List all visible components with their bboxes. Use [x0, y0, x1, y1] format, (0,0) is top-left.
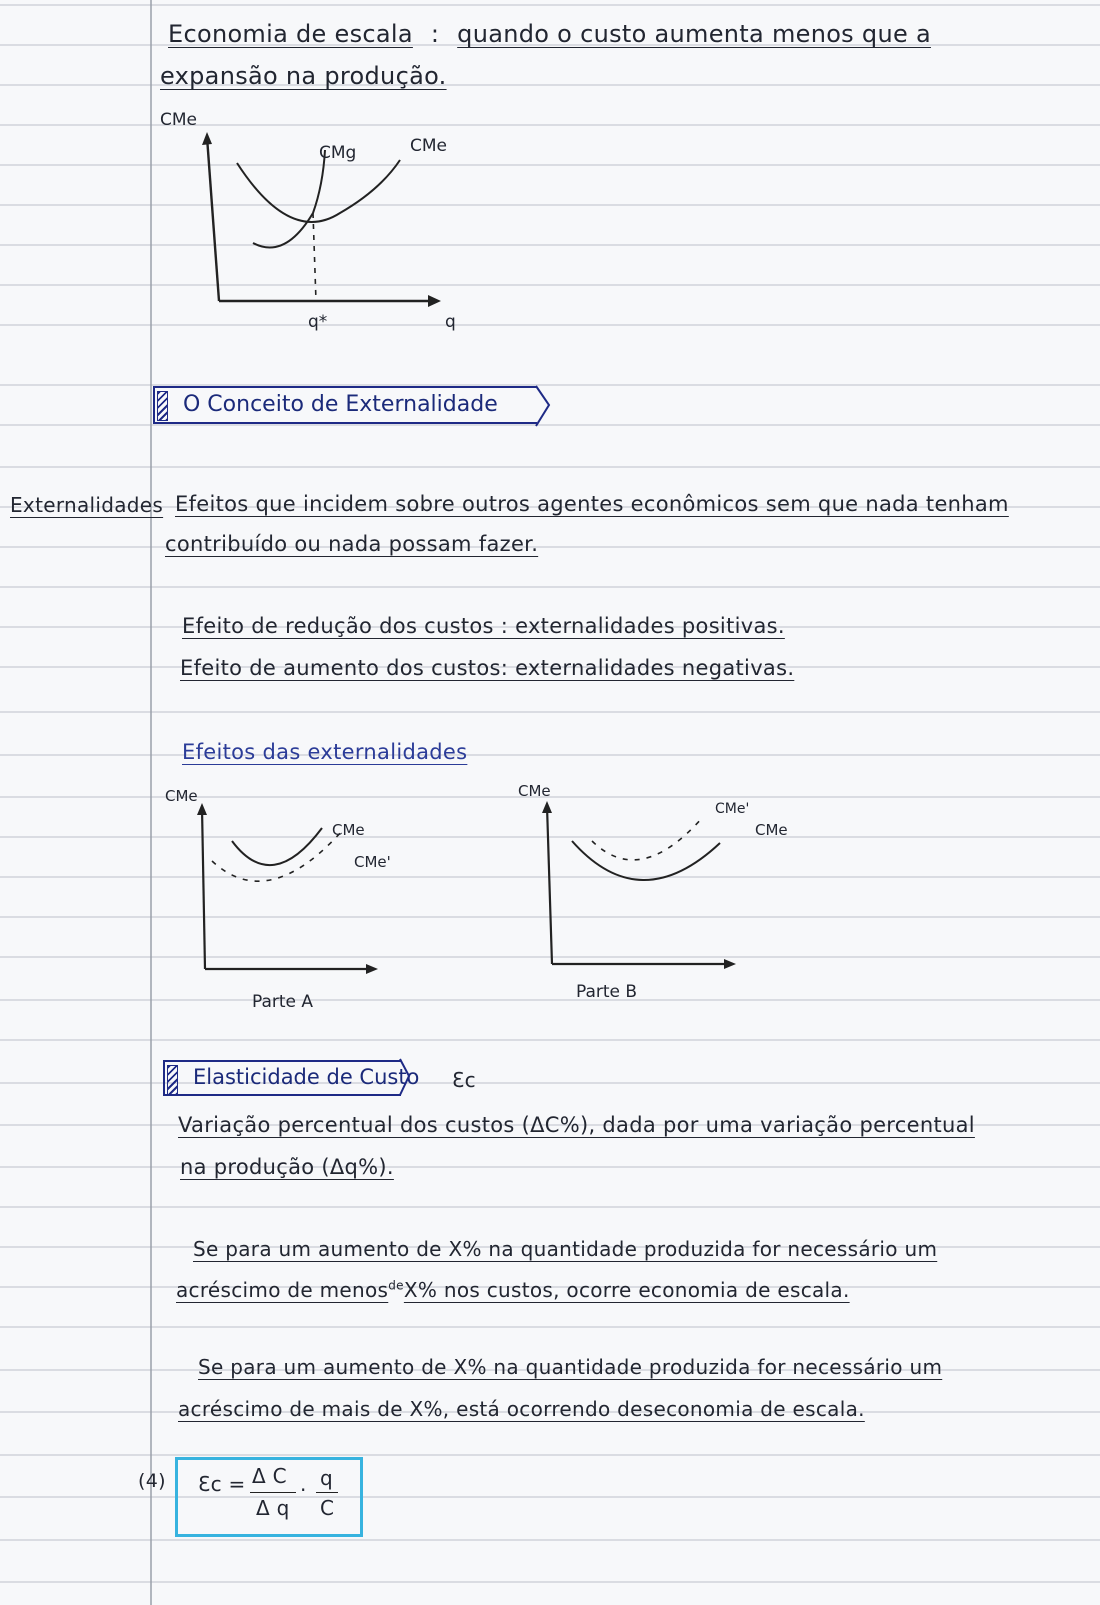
section-elasticidade-title-box	[163, 1060, 420, 1096]
graph1-cme-label: CMe	[410, 136, 447, 156]
graph-a-x-arrow-icon	[366, 964, 378, 974]
text-p1-line2a: acréscimo de menos	[176, 1278, 389, 1302]
hatch-marker-icon-2	[167, 1065, 178, 1095]
graph1-q-star-label: q*	[308, 312, 328, 332]
graph1-x-arrow-icon	[428, 295, 441, 307]
section-externalidade-title-box	[153, 386, 537, 424]
graph-b-y-axis	[547, 806, 552, 964]
cost-curves-graph	[155, 105, 475, 345]
graph1-y-axis	[207, 137, 219, 301]
text-positive-externality: Efeito de redução dos custos : externalidades positivas.	[182, 614, 785, 638]
formula-lhs: Ɛc =	[198, 1472, 246, 1496]
section-externalidade-title: O Conceito de Externalidade	[183, 392, 498, 417]
formula-box	[175, 1457, 363, 1537]
elasticity-symbol: Ɛc	[452, 1068, 476, 1092]
graph-b-curve1-label: CMe'	[715, 801, 750, 817]
box-arrow-icon	[535, 384, 555, 428]
side-label-externalidades: Externalidades	[10, 493, 164, 517]
graph-a-y-axis	[202, 808, 205, 969]
text-colon: :	[430, 20, 440, 48]
graph-b-caption: Parte B	[576, 982, 638, 1002]
text-quando-custo: quando o custo aumenta menos que a	[457, 20, 931, 48]
graph-b-y-label: CMe	[518, 782, 551, 800]
graph1-y-arrow-icon	[202, 132, 212, 145]
effects-heading: Efeitos das externalidades	[182, 740, 468, 764]
graph-b-cme-prime-curve	[592, 818, 702, 860]
section-elasticidade-title: Elasticidade de Custo	[193, 1065, 420, 1089]
formula-number: (4)	[138, 1470, 166, 1492]
graph-b-y-arrow-icon	[542, 801, 552, 813]
formula-num2: q	[320, 1466, 333, 1490]
formula-den2: C	[320, 1496, 335, 1520]
formula-fraction-bar1	[250, 1492, 296, 1493]
box-arrow-icon-2	[399, 1055, 415, 1099]
graph-a-y-label: CMe	[165, 787, 198, 805]
text-expansao: expansão na produção.	[160, 62, 447, 90]
graph-b-cme-curve	[572, 841, 720, 880]
formula-den1: Δ q	[256, 1496, 290, 1520]
graph1-cmg-label: CMg	[319, 143, 357, 163]
text-negative-externality: Efeito de aumento dos custos: externalidades negativas.	[180, 656, 795, 680]
graph-a-curve1-label: CMe	[332, 821, 365, 839]
graph1-q-label: q	[445, 312, 456, 332]
hatch-marker-icon	[157, 391, 168, 421]
graph1-y-label: CMe	[160, 110, 197, 130]
text-def-line1: Efeitos que incidem sobre outros agentes econômicos sem que nada tenham	[175, 492, 1009, 516]
text-elasticity-def2: na produção (Δq%).	[180, 1155, 394, 1179]
text-p2-line1: Se para um aumento de X% na quantidade produzida for necessário um	[198, 1355, 943, 1379]
formula-fraction-bar2	[316, 1492, 338, 1493]
graph-a-caption: Parte A	[252, 992, 314, 1012]
text-def-line2: contribuído ou nada possam fazer.	[165, 532, 539, 556]
text-p1-sup: de	[388, 1278, 404, 1293]
text-p1-line1: Se para um aumento de X% na quantidade produzida for necessário um	[193, 1237, 938, 1261]
formula-dot: ·	[300, 1478, 307, 1502]
graph-a-cme-curve	[232, 828, 322, 865]
text-economia-de-escala: Economia de escala	[168, 20, 413, 48]
graph1-q-star-guide	[313, 213, 316, 301]
formula-num1: Δ C	[252, 1464, 287, 1488]
text-p2-line2: acréscimo de mais de X%, está ocorrendo deseconomia de escala.	[178, 1397, 865, 1421]
graph-a-curve2-label: CMe'	[354, 853, 391, 871]
graph-parte-b	[510, 778, 810, 1013]
text-elasticity-def1: Variação percentual dos custos (ΔC%), dada por uma variação percentual	[178, 1113, 975, 1137]
graph-a-y-arrow-icon	[197, 803, 207, 815]
graph-b-x-arrow-icon	[724, 959, 736, 969]
graph-parte-a	[160, 783, 420, 1018]
graph-a-cme-prime-curve	[212, 831, 342, 881]
graph-b-curve2-label: CMe	[755, 821, 788, 839]
text-p1-line2b: X% nos custos, ocorre economia de escala.	[403, 1278, 850, 1302]
